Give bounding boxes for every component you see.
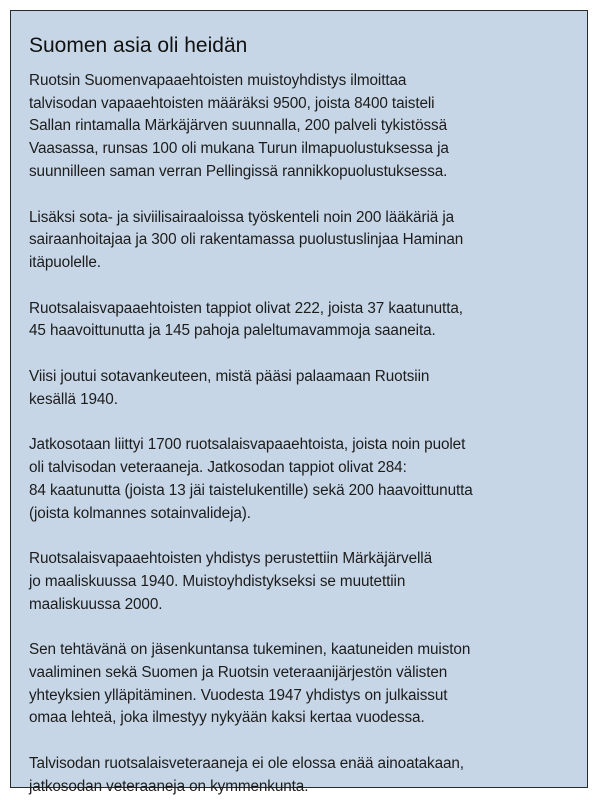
article-paragraph-7: Sen tehtävänä on jäsenkuntansa tukeminen, kaatuneiden muiston vaaliminen sekä Suomen ja Ruotsin veteraanijärjestön välisten yhteyksien ylläpitäminen. Vuodesta 1947 yhdistys on julkaissut omaa lehteä, joka ilmestyy nykyään kaksi kertaa vuodessa. [29, 641, 471, 727]
article-paragraph-8: Talvisodan ruotsalaisveteraaneja ei ole elossa enää ainoatakaan, jatkosodan veteraaneja on kymmenkunta. [29, 755, 464, 795]
article-paragraph-2: Lisäksi sota- ja siviilisairaaloissa työskenteli noin 200 lääkäriä ja sairaanhoitajaa ja 300 oli rakentamassa puolustuslinjaa Haminan itäpuolelle. [29, 208, 464, 271]
article-paragraph-1: Ruotsin Suomenvapaaehtoisten muistoyhdistys ilmoittaa talvisodan vapaaehtoisten määräksi 9500, joista 8400 taisteli Sallan rintamalla Märkäjärven suunnalla, 200 palveli tykistössä Vaasassa, runsas 100 oli mukana Turun ilmapuolustuksessa ja suunnilleen saman verran Pellingissä rannikkopuolustuksessa. [29, 72, 449, 180]
article-paragraph-5: Jatkosotaan liittyi 1700 ruotsalaisvapaaehtoista, joista noin puolet oli talvisodan veteraaneja. Jatkosodan tappiot olivat 284: 84 kaatunutta (joista 13 jäi taistelukentille) sekä 200 haavoittunutta (joista kolmannes sotainvalideja). [29, 436, 473, 522]
article-paragraph-4: Viisi joutui sotavankeuteen, mistä pääsi palaamaan Ruotsiin kesällä 1940. [29, 368, 430, 408]
article-box [10, 10, 588, 795]
article-paragraph-6: Ruotsalaisvapaaehtoisten yhdistys perustettiin Märkäjärvellä jo maaliskuussa 1940. Muistoyhdistykseksi se muutettiin maaliskuussa 2000. [29, 550, 432, 613]
article-paragraph-3: Ruotsalaisvapaaehtoisten tappiot olivat 222, joista 37 kaatunutta, 45 haavoittunutta ja 145 pahoja paleltumavammoja saaneita. [29, 299, 463, 340]
article-title: Suomen asia oli heidän [29, 34, 248, 57]
